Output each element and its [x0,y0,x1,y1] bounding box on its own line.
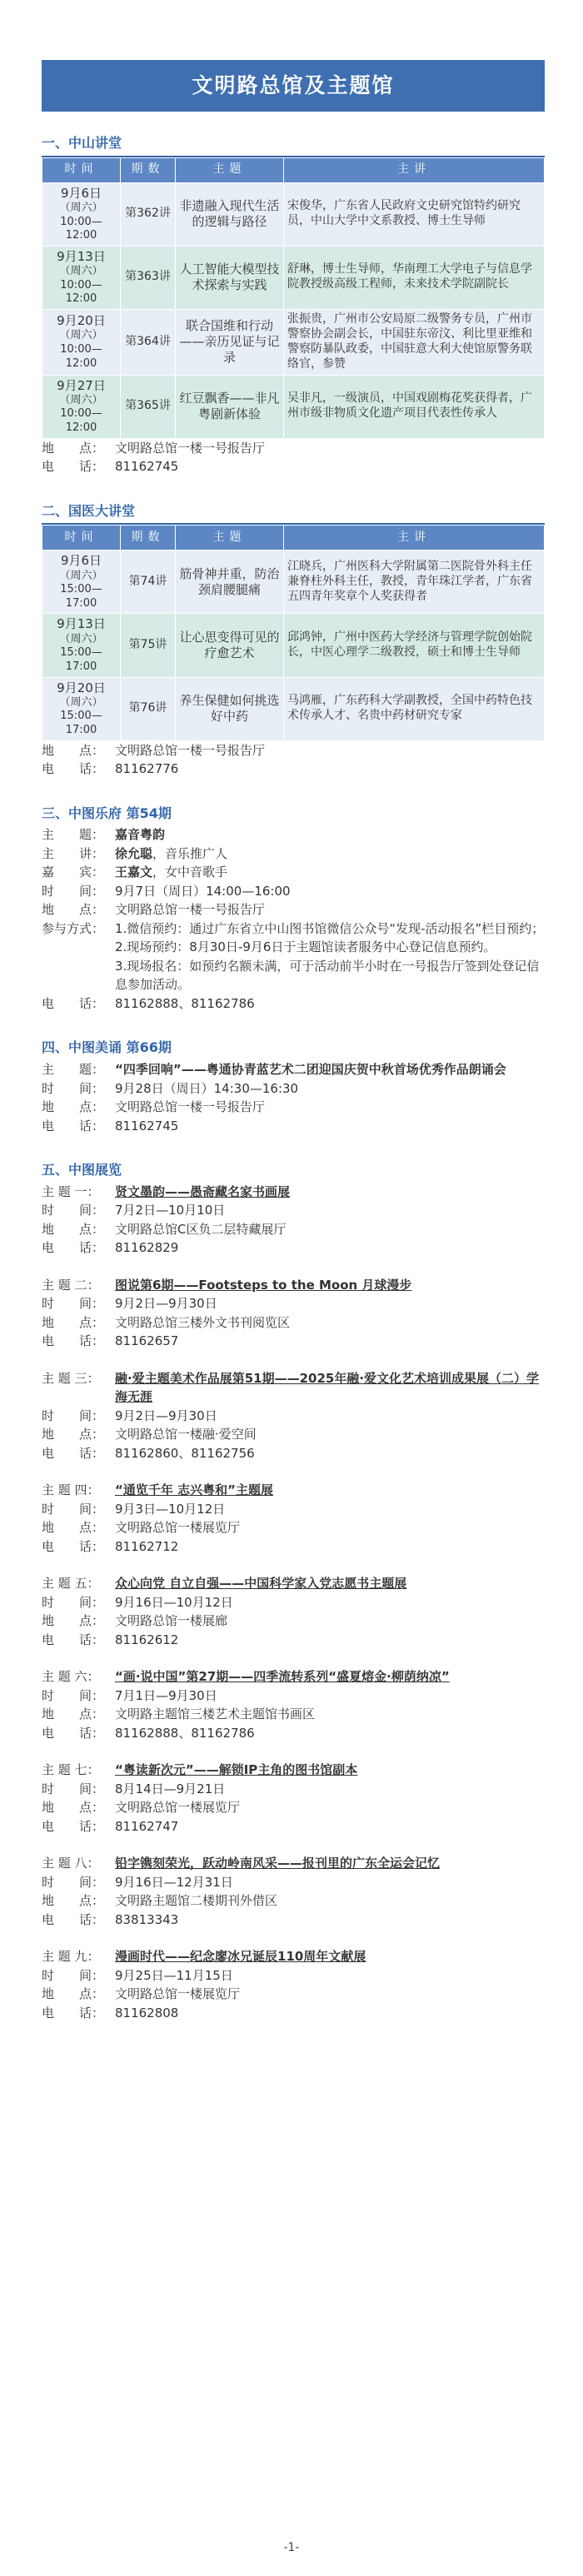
row-date [42,182,121,246]
phone-label: 电 话： [42,1911,105,1927]
time-value: 9月16日—10月12日 [115,1594,233,1610]
address-label: 地 点： [42,902,105,918]
phone-value: 81162888、81162786 [115,995,255,1011]
time-label: 时 间： [42,1080,105,1096]
zhongshan-schedule-table [42,157,545,439]
date-hours: 15:00—17:00 [60,710,102,736]
row-speaker: 吴非凡，一级演员，中国戏剧梅花奖获得者，广州市级非物质文化遗产项目代表性传承人 [284,375,545,438]
col-header-issue: 期数 [121,526,176,551]
row-topic: 非遗融入现代生活的逻辑与路径 [176,182,284,246]
row-date [42,375,121,438]
phone-label: 电 话： [42,995,105,1011]
theme-value: “粤读新次元”——解锁IP主角的图书馆副本 [115,1762,358,1778]
time-value: 9月7日（周日）14:00—16:00 [115,883,291,899]
phone-label: 电 话： [42,1118,105,1134]
row-issue: 第76讲 [121,677,176,740]
address-label: 地 点： [42,1099,105,1115]
meisong-info [42,1060,545,1135]
phone-label: 电 话： [42,1240,105,1256]
time-value: 9月2日—9月30日 [115,1408,217,1423]
table-header-row [42,526,545,551]
exhibition-item [42,1481,545,1556]
host-name: 徐允聪 [115,845,153,861]
theme-label: 主 题 四： [42,1482,100,1498]
phone-label: 电 话： [42,459,105,475]
theme-value: 众心向党 自立自强——中国科学家入党志愿书主题展 [115,1576,407,1592]
row-issue: 第365讲 [121,375,176,438]
guest-name: 王嘉文 [115,864,153,880]
exhibition-item [42,1276,545,1351]
theme-label: 主 题： [42,827,105,843]
row-topic: 联合国维和行动——亲历见证与记录 [176,309,284,375]
exhibition-item [42,1574,545,1649]
host-desc: ，音乐推广人 [152,845,228,861]
row-date [42,246,121,309]
table-row [42,182,545,246]
row-speaker: 张振贵，广州市公安局原二级警务专员，广州市警察协会副会长，中国驻东帝汶、利比里亚维和警察防暴队政委，中国驻意大利大使馆原警务联络官，参赞 [284,309,545,375]
theme-label: 主 题 七： [42,1762,100,1778]
date-hours: 10:00—12:00 [60,407,102,434]
row-topic: 养生保健如何挑选好中药 [176,677,284,740]
phone-value: 81162745 [115,459,179,475]
col-header-issue: 期数 [121,157,176,182]
row-speaker: 宋俊华，广东省人民政府文史研究馆特约研究员，中山大学中文系教授、博士生导师 [284,182,545,246]
address-value: 文明路总馆三楼外文书刊阅览区 [115,1314,291,1330]
row-speaker: 舒琳，博士生导师，华南理工大学电子与信息学院教授级高级工程师，未来技术学院副院长 [284,246,545,309]
address-label: 地 点： [42,1221,105,1237]
table-row [42,614,545,677]
row-issue: 第74讲 [121,551,176,614]
row-speaker: 马鸿雁，广东药科大学副教授，全国中药特色技术传承人才、名贵中药材研究专家 [284,677,545,740]
page-title-banner [42,60,545,112]
phone-value: 81162612 [115,1632,179,1647]
date-hours: 15:00—17:00 [60,583,102,610]
theme-label: 主 题 三： [42,1370,100,1386]
address-value: 文明路总馆C区负二层特藏展厅 [115,1221,287,1237]
page-number: -1- [283,2541,300,2555]
table-row [42,309,545,375]
date-day: 9月13日 [57,616,106,632]
time-value: 8月14日—9月21日 [115,1781,226,1796]
time-label: 时 间： [42,1781,105,1796]
theme-value: “四季回响”——粤通协青蓝艺术二团迎国庆贺中秋首场优秀作品朗诵会 [115,1062,506,1078]
exhibition-item [42,1667,545,1742]
theme-label: 主 题 九： [42,1949,100,1965]
address-label: 地 点： [42,1520,105,1536]
guest-desc: ，女中音歌手 [152,864,228,880]
phone-value: 81162776 [115,761,179,777]
page-title: 文明路总馆及主题馆 [192,73,395,97]
row-issue: 第363讲 [121,246,176,309]
theme-value: 融·爱主题美术作品展第51期——2025年融·爱文化艺术培训成果展（二）学海无涯 [115,1370,540,1405]
address-value: 文明路主题馆三楼艺术主题馆书画区 [115,1707,316,1722]
phone-label: 电 话： [42,761,105,777]
section-title-zhongshan: 一、中山讲堂 [42,135,122,151]
theme-label: 主 题： [42,1062,105,1078]
date-hours: 10:00—12:00 [60,215,102,242]
phone-value: 81162657 [115,1333,179,1349]
section-title-exhibitions: 五、中图展览 [42,1162,122,1178]
address-value: 文明路总馆一楼一号报告厅 [115,742,266,758]
date-day: 9月6日 [60,185,102,201]
col-header-speaker: 主讲 [284,157,545,182]
address-value: 文明路总馆一楼融·爱空间 [115,1427,257,1442]
phone-label: 电 话： [42,1818,105,1834]
col-header-time: 时间 [42,157,121,182]
address-value: 文明路总馆一楼展览厅 [115,1800,241,1816]
address-value: 文明路总馆一楼展览厅 [115,1520,241,1536]
date-day: 9月20日 [57,680,106,695]
date-weekday: （周六） [59,569,103,582]
address-label: 地 点： [42,1800,105,1816]
time-label: 时 间： [42,1967,105,1983]
time-value: 9月28日（周日）14:30—16:30 [115,1080,299,1096]
row-issue: 第75讲 [121,614,176,677]
time-label: 时 间： [42,1408,105,1423]
exhibition-item [42,1761,545,1836]
time-label: 时 间： [42,883,105,899]
host-label: 主 讲： [42,845,105,861]
address-label: 地 点： [42,440,105,456]
row-date [42,309,121,375]
theme-value: 漫画时代——纪念廖冰兄诞辰110周年文献展 [115,1949,366,1965]
exhibition-item [42,1369,545,1463]
theme-label: 主 题 二： [42,1277,100,1293]
row-speaker: 江晓兵，广州医科大学附属第二医院骨外科主任兼脊柱外科主任，教授，青年珠江学者，广东省五四青年奖章个人奖获得者 [284,551,545,614]
address-value: 文明路总馆一楼一号报告厅 [115,440,266,456]
row-date [42,614,121,677]
time-value: 9月2日—9月30日 [115,1296,217,1312]
row-issue: 第362讲 [121,182,176,246]
row-topic: 人工智能大模型技术探索与实践 [176,246,284,309]
date-weekday: （周六） [59,393,103,406]
theme-value: 图说第6期——Footsteps to the Moon 月球漫步 [115,1277,412,1293]
phone-value: 81162888、81162786 [115,1725,255,1741]
phone-value: 81162745 [115,1118,179,1134]
date-day: 9月27日 [57,377,106,393]
row-date [42,677,121,740]
phone-value: 81162747 [115,1818,179,1834]
theme-value: 铅字镌刻荣光，跃动岭南风采——报刊里的广东全运会记忆 [115,1856,441,1871]
join-step: 3.现场报名：如预约名额未满，可于活动前半小时在一号报告厅签到处登记信息参加活动。 [115,958,540,993]
theme-value: “画·说中国”第27期——四季流转系列“盛夏熔金·柳荫纳凉” [115,1669,450,1685]
date-hours: 10:00—12:00 [60,343,102,370]
col-header-topic: 主题 [176,526,284,551]
theme-label: 主 题 五： [42,1576,100,1592]
guoyi-schedule-table [42,525,545,740]
row-topic: 红豆飘香——非凡粤剧新体验 [176,375,284,438]
time-value: 9月3日—10月12日 [115,1501,226,1517]
exhibition-list [42,1183,545,2023]
table-row [42,246,545,309]
guoyi-info [42,741,545,779]
exhibition-item [42,1183,545,1258]
date-weekday: （周六） [59,695,103,709]
time-value: 7月2日—10月10日 [115,1203,226,1218]
col-header-speaker: 主讲 [284,526,545,551]
address-label: 地 点： [42,1427,105,1442]
row-speaker: 邱鸿钟，广州中医药大学经济与管理学院创始院长，中医心理学二级教授，硕士和博士生导师 [284,614,545,677]
address-label: 地 点： [42,742,105,758]
phone-label: 电 话： [42,1725,105,1741]
row-topic: 让心思变得可见的疗愈艺术 [176,614,284,677]
theme-value: “通览千年 志兴粤和”主题展 [115,1482,273,1498]
phone-value: 81162808 [115,2005,179,2020]
phone-label: 电 话： [42,1333,105,1349]
address-value: 文明路总馆一楼展览厅 [115,1986,241,2002]
phone-label: 电 话： [42,1445,105,1461]
time-value: 9月16日—12月31日 [115,1874,233,1890]
theme-label: 主 题 六： [42,1669,100,1685]
row-topic: 筋骨神并重，防治颈肩腰腿痛 [176,551,284,614]
date-weekday: （周六） [59,329,103,342]
date-weekday: （周六） [59,632,103,645]
time-label: 时 间： [42,1594,105,1610]
date-day: 9月6日 [60,553,102,569]
address-label: 地 点： [42,1314,105,1330]
table-row [42,677,545,740]
section-title-guoyi: 二、国医大讲堂 [42,502,136,519]
section-title-meisong: 四、中图美诵 第66期 [42,1039,172,1056]
address-value: 文明路总馆一楼一号报告厅 [115,1099,266,1115]
phone-value: 81162829 [115,1240,179,1256]
date-day: 9月20日 [57,313,106,329]
address-value: 文明路主题馆二楼期刊外借区 [115,1893,278,1909]
phone-label: 电 话： [42,2005,105,2020]
date-weekday: （周六） [59,265,103,278]
theme-label: 主 题 八： [42,1856,100,1871]
address-label: 地 点： [42,1707,105,1722]
phone-value: 81162712 [115,1538,179,1554]
time-value: 9月25日—11月15日 [115,1967,233,1983]
time-label: 时 间： [42,1203,105,1218]
time-value: 7月1日—9月30日 [115,1687,217,1703]
exhibition-item [42,1947,545,2022]
phone-value: 81162860、81162756 [115,1445,255,1461]
phone-label: 电 话： [42,1632,105,1647]
time-label: 时 间： [42,1874,105,1890]
address-value: 文明路总馆一楼展廊 [115,1613,228,1629]
theme-label: 主 题 一： [42,1183,100,1199]
phone-value: 83813343 [115,1911,179,1927]
join-step: 2.现场预约：8月30日-9月6日于主题馆读者服务中心登记信息预约。 [115,939,496,955]
yuefu-info [42,825,545,1013]
address-label: 地 点： [42,1893,105,1909]
zhongshan-info [42,439,545,476]
date-day: 9月13日 [57,248,106,264]
table-row [42,551,545,614]
address-label: 地 点： [42,1986,105,2002]
theme-value: 嘉音粤韵 [115,827,166,843]
row-date [42,551,121,614]
join-step: 1.微信预约：通过广东省立中山图书馆微信公众号“发现-活动报名”栏目预约； [115,920,545,936]
col-header-topic: 主题 [176,157,284,182]
table-row [42,375,545,438]
col-header-time: 时间 [42,526,121,551]
join-label: 参与方式： [42,920,105,936]
theme-value: 贤文墨韵——愚斋藏名家书画展 [115,1183,291,1199]
time-label: 时 间： [42,1501,105,1517]
time-label: 时 间： [42,1687,105,1703]
table-header-row [42,157,545,182]
date-weekday: （周六） [59,201,103,214]
phone-label: 电 话： [42,1538,105,1554]
address-value: 文明路总馆一楼一号报告厅 [115,902,266,918]
section-title-yuefu: 三、中图乐府 第54期 [42,805,172,821]
row-issue: 第364讲 [121,309,176,375]
address-label: 地 点： [42,1613,105,1629]
exhibition-item [42,1854,545,1929]
date-hours: 10:00—12:00 [60,278,102,306]
time-label: 时 间： [42,1296,105,1312]
date-hours: 15:00—17:00 [60,646,102,673]
guest-label: 嘉 宾： [42,864,105,880]
